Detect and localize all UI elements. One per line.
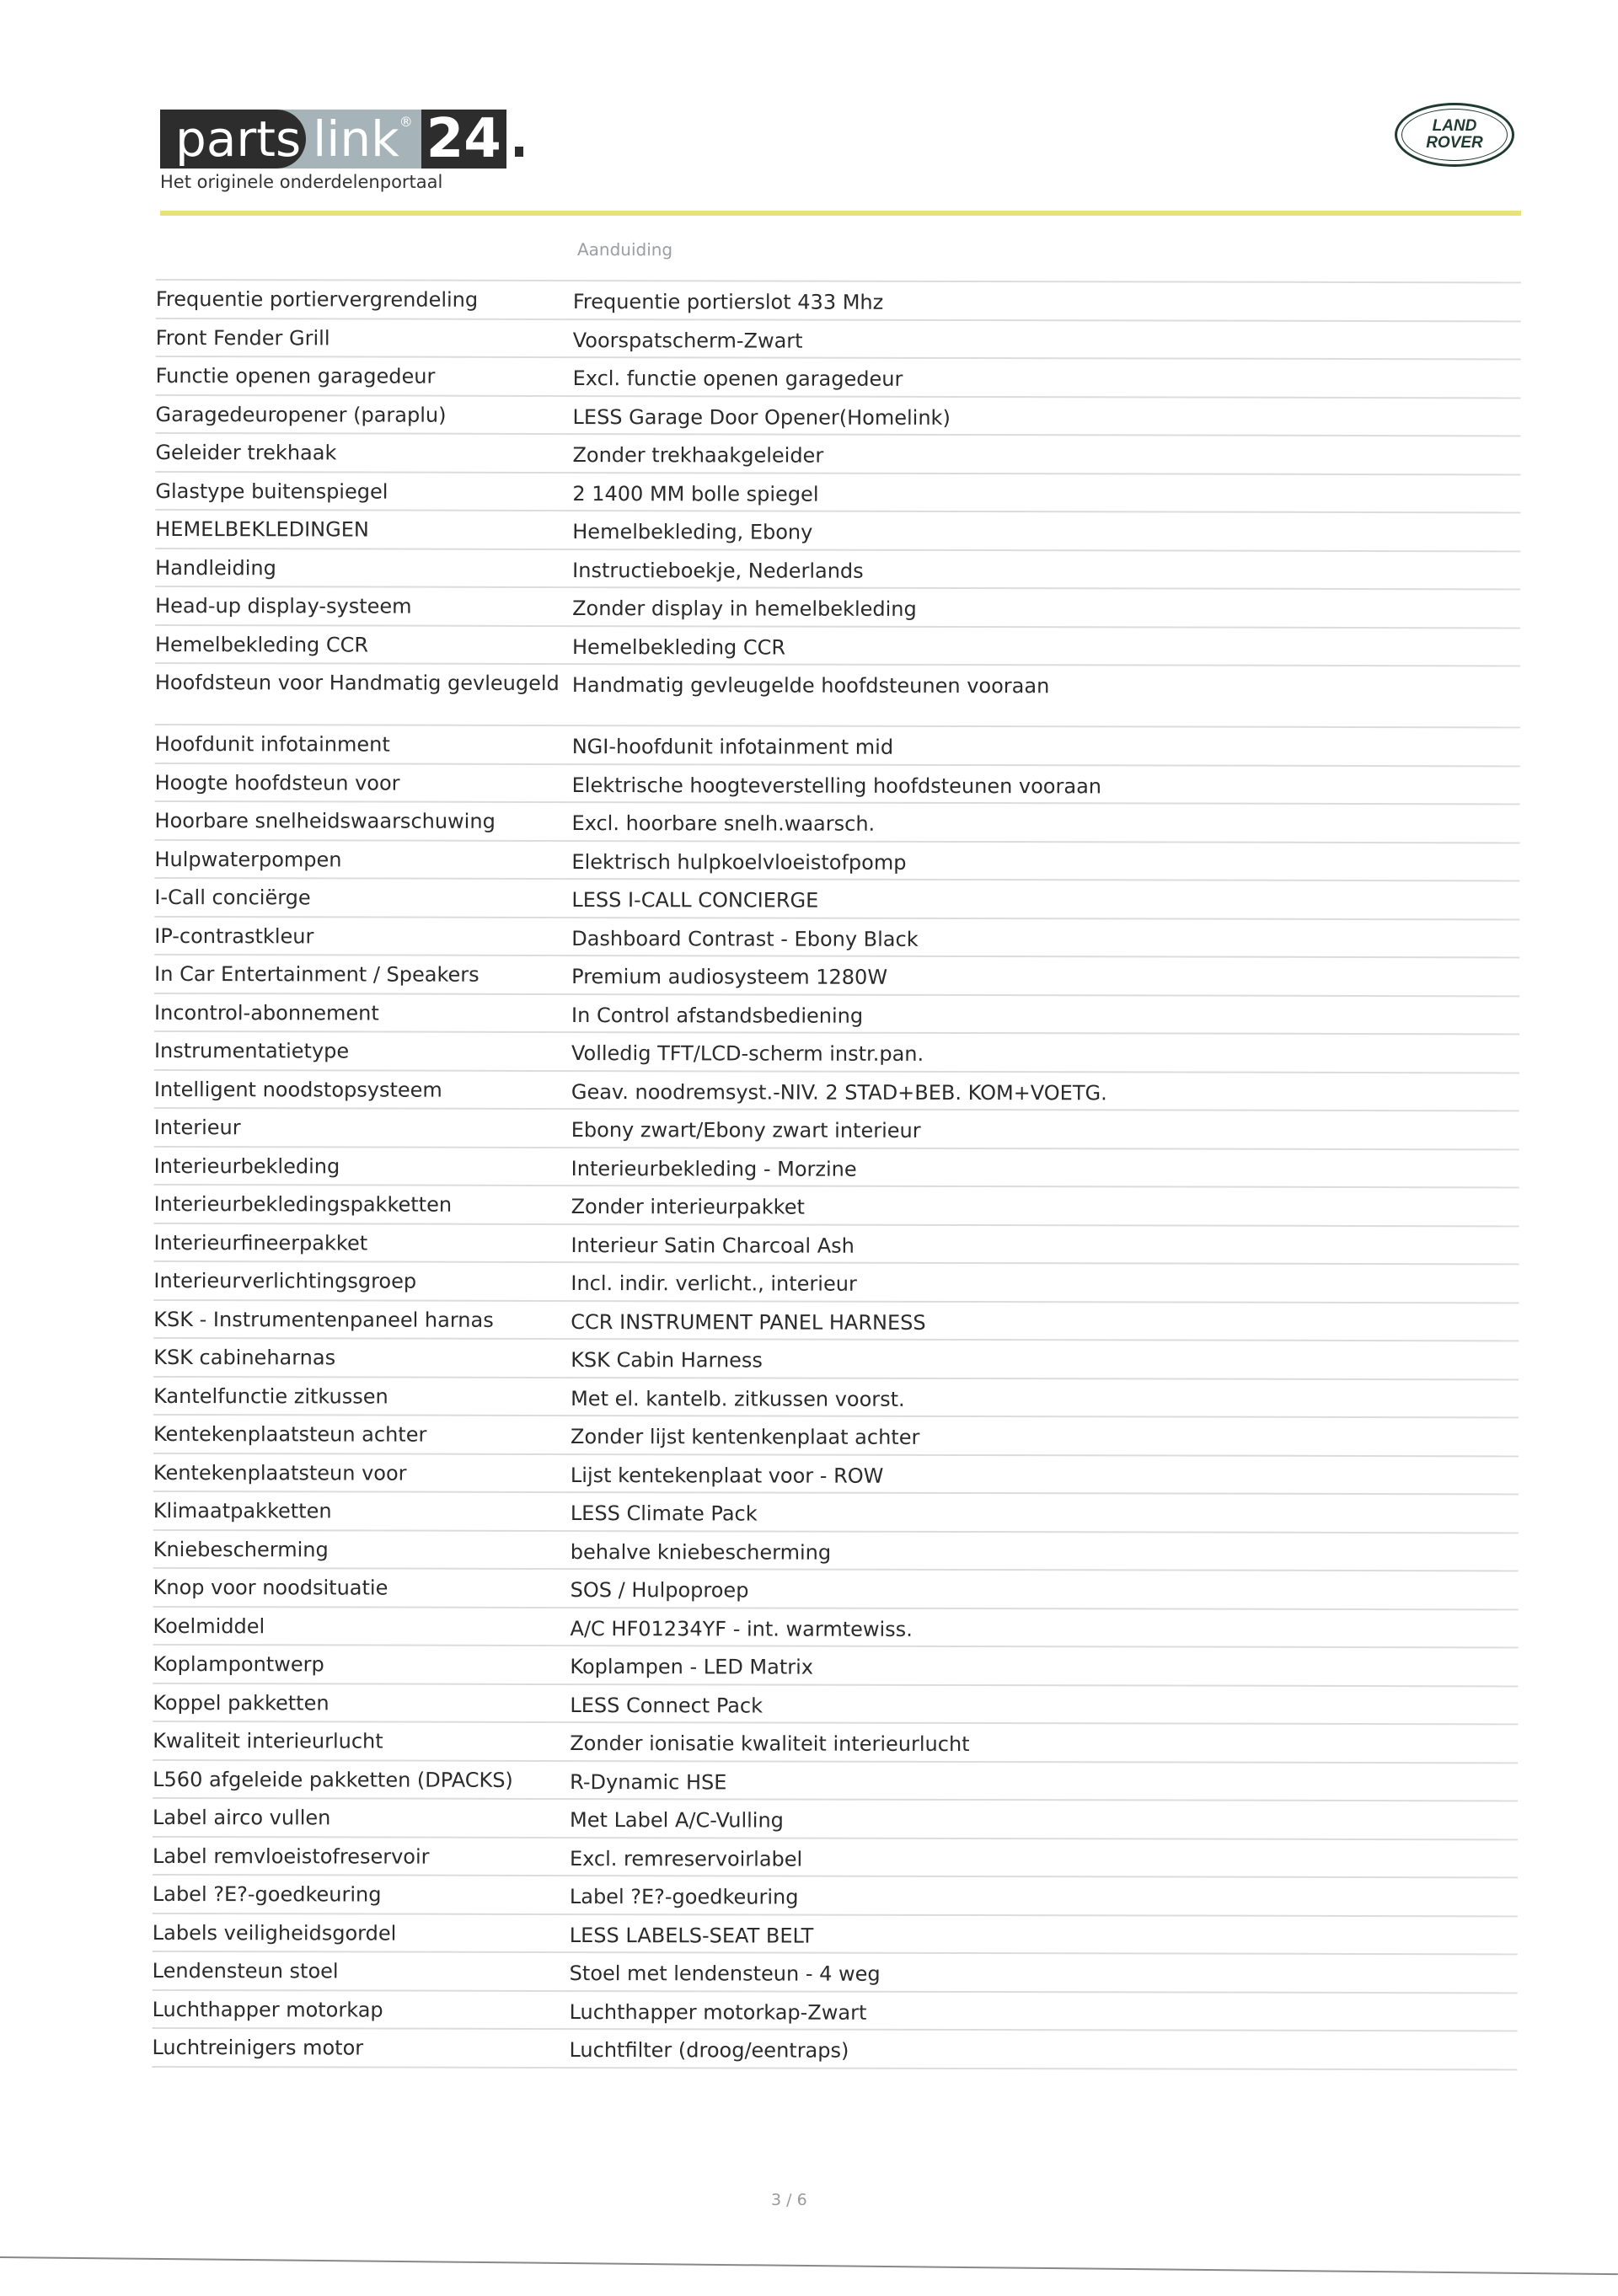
row-label: Kwaliteit interieurlucht <box>153 1728 383 1753</box>
row-value: LESS I-CALL CONCIERGE <box>571 888 819 913</box>
table-row <box>155 511 1520 552</box>
table-row <box>156 318 1521 360</box>
row-label: Garagedeuropener (paraplu) <box>155 402 447 427</box>
row-label: Hoogte hoofdsteun voor <box>154 770 400 795</box>
row-value: Excl. remreservoirlabel <box>569 1846 803 1871</box>
row-value: R-Dynamic HSE <box>570 1769 727 1794</box>
table-row <box>155 725 1520 767</box>
row-label: Instrumentatietype <box>153 1038 350 1063</box>
table-row <box>154 1032 1519 1073</box>
row-label: Koplampontwerp <box>153 1651 324 1677</box>
land-rover-logo-inner <box>1401 109 1508 161</box>
row-label: Frequentie portiervergrendeling <box>155 286 479 312</box>
table-row <box>155 549 1520 590</box>
table-row <box>153 1339 1519 1380</box>
row-label: Knop voor noodsituatie <box>153 1575 388 1600</box>
row-label: Glastype buitenspiegel <box>155 479 388 504</box>
row-value: Zonder ionisatie kwaliteit interieurlucht <box>570 1731 970 1757</box>
table-row <box>153 1799 1518 1840</box>
land-rover-logo-line2: ROVER <box>1426 134 1483 152</box>
row-value: Excl. hoorbare snelh.waarsch. <box>571 811 876 836</box>
specification-table <box>152 238 1521 2063</box>
partslink24-logo <box>160 110 523 169</box>
row-value: Ebony zwart/Ebony zwart interieur <box>571 1118 921 1143</box>
row-value: Luchtfilter (droog/eentraps) <box>569 2038 849 2063</box>
row-value: Elektrisch hulpkoelvloeistofpomp <box>571 849 907 875</box>
row-label: HEMELBEKLEDINGEN <box>155 516 369 542</box>
row-value: Elektrische hoogteverstelling hoofdsteunen vooraan <box>571 773 1102 798</box>
row-label: Head-up display-systeem <box>155 593 412 618</box>
row-label: Hoofdsteun voor Handmatig gevleugeld <box>154 670 560 696</box>
row-value: Met Label A/C-Vulling <box>570 1808 784 1833</box>
table-row <box>153 1722 1518 1763</box>
table-row <box>153 1300 1519 1341</box>
logo-text-parts: parts <box>160 110 306 169</box>
table-row <box>154 840 1519 881</box>
row-label: Koelmiddel <box>153 1614 265 1638</box>
row-value: Incl. indir. verlicht., interieur <box>571 1271 857 1296</box>
row-value: Label ?E?-goedkeuring <box>569 1885 799 1909</box>
row-label: Interieurfineerpakket <box>153 1230 368 1255</box>
row-value: Excl. functie openen garagedeur <box>572 367 903 391</box>
row-label: KSK - Instrumentenpaneel harnas <box>153 1307 494 1332</box>
row-label: Interieur <box>153 1115 241 1140</box>
table-row <box>155 434 1520 475</box>
row-label: In Car Entertainment / Speakers <box>154 961 480 987</box>
logo-dot <box>515 147 523 157</box>
row-label: Kniebescherming <box>153 1537 329 1561</box>
row-label: Front Fender Grill <box>155 325 330 350</box>
row-value: Stoel met lendensteun - 4 weg <box>569 1962 881 1986</box>
row-label: KSK cabineharnas <box>153 1345 336 1370</box>
row-label: Interieurverlichtingsgroep <box>153 1268 417 1293</box>
row-label: Koppel pakketten <box>153 1690 329 1715</box>
table-row <box>155 664 1520 728</box>
row-value: LESS Garage Door Opener(Homelink) <box>572 404 951 430</box>
row-value: KSK Cabin Harness <box>571 1348 763 1373</box>
row-value: Zonder interieurpakket <box>571 1195 805 1219</box>
row-value: SOS / Hulpoproep <box>570 1578 749 1603</box>
row-value: In Control afstandsbediening <box>571 1003 864 1028</box>
land-rover-logo <box>1395 103 1514 167</box>
table-row <box>154 1185 1519 1227</box>
row-value: Luchthapper motorkap-Zwart <box>569 1999 867 2025</box>
table-row <box>154 1070 1519 1111</box>
row-label: Klimaatpakketten <box>153 1498 332 1523</box>
row-label: Labels veiligheidsgordel <box>152 1920 397 1945</box>
table-row <box>156 395 1521 436</box>
row-label: Hoofdunit infotainment <box>154 731 390 757</box>
table-row <box>153 1223 1519 1265</box>
table-row <box>154 1147 1519 1188</box>
row-label: Handleiding <box>155 555 276 580</box>
row-label: I-Call conciërge <box>154 885 311 910</box>
table-row <box>153 1876 1518 1917</box>
table-row <box>156 357 1521 399</box>
row-value: Zonder display in hemelbekleding <box>572 597 917 621</box>
row-label: Interieurbekleding <box>153 1153 340 1178</box>
table-row <box>153 1952 1518 1994</box>
table-row <box>154 993 1519 1035</box>
table-row <box>153 1416 1519 1457</box>
row-label: Luchthapper motorkap <box>152 1997 383 2022</box>
table-row <box>155 472 1520 513</box>
table-row <box>153 1492 1519 1533</box>
table-body <box>152 281 1520 2070</box>
row-value: LESS Connect Pack <box>570 1693 763 1718</box>
row-label: Luchtreinigers motor <box>152 2035 364 2060</box>
column-header-aanduiding: Aanduiding <box>576 239 673 260</box>
table-row <box>153 1760 1518 1801</box>
table-row <box>153 1569 1519 1610</box>
row-label: Hemelbekleding CCR <box>154 632 369 657</box>
row-value: Frequentie portierslot 433 Mhz <box>572 290 884 314</box>
scan-edge-line <box>0 2256 1618 2275</box>
table-row <box>154 917 1519 958</box>
table-row <box>153 1646 1518 1687</box>
row-value: Instructieboekje, Nederlands <box>572 558 864 583</box>
row-value: LESS Climate Pack <box>570 1501 758 1526</box>
row-label: Functie openen garagedeur <box>155 363 436 388</box>
logo-link-word: link <box>313 110 399 168</box>
row-value: Hemelbekleding, Ebony <box>572 520 813 544</box>
header-accent-rule <box>160 211 1521 216</box>
table-row <box>153 1990 1518 2031</box>
row-value: Lijst kentekenplaat voor - ROW <box>570 1463 884 1488</box>
row-label: Intelligent noodstopsysteem <box>153 1077 442 1102</box>
row-value: Met el. kantelb. zitkussen voorst. <box>571 1386 905 1411</box>
table-row <box>152 2029 1517 2070</box>
tagline: Het originele onderdelenportaal <box>160 172 443 192</box>
table-row <box>153 1837 1518 1878</box>
land-rover-logo-line1: LAND <box>1432 117 1477 135</box>
row-value: Handmatig gevleugelde hoofdsteunen vooraan <box>571 673 1050 698</box>
page-number: 3 / 6 <box>771 2191 807 2209</box>
table-row <box>155 763 1520 805</box>
row-label: Geleider trekhaak <box>155 440 337 465</box>
row-value: Koplampen - LED Matrix <box>570 1655 814 1679</box>
row-value: 2 1400 MM bolle spiegel <box>572 481 819 506</box>
row-value: Premium audiosysteem 1280W <box>571 965 888 989</box>
row-value: Hemelbekleding CCR <box>571 634 786 660</box>
row-label: Label airco vullen <box>153 1805 331 1830</box>
table-row <box>154 1109 1519 1150</box>
row-value: Zonder lijst kentenkenplaat achter <box>570 1425 920 1449</box>
registered-mark: ® <box>399 114 413 130</box>
row-value: LESS LABELS-SEAT BELT <box>569 1923 814 1948</box>
row-label: Label ?E?-goedkeuring <box>152 1881 382 1907</box>
table-row <box>153 1607 1519 1648</box>
row-value: behalve kniebescherming <box>570 1539 832 1565</box>
table-row <box>153 1913 1518 1955</box>
row-label: Hoorbare snelheidswaarschuwing <box>154 808 496 833</box>
table-row <box>153 1530 1519 1571</box>
row-value: CCR INSTRUMENT PANEL HARNESS <box>571 1309 926 1335</box>
row-label: Lendensteun stoel <box>152 1958 339 1983</box>
table-row <box>156 281 1521 322</box>
table-row <box>155 625 1520 666</box>
table-row <box>155 802 1520 843</box>
table-row <box>155 587 1520 629</box>
row-label: Kentekenplaatsteun achter <box>153 1421 427 1447</box>
logo-text-24: 24 <box>421 110 506 169</box>
table-row <box>153 1683 1518 1725</box>
row-label: Incontrol-abonnement <box>154 1000 379 1025</box>
row-value: Interieurbekleding - Morzine <box>571 1156 857 1181</box>
table-row <box>153 1377 1519 1418</box>
table-row <box>153 1453 1519 1495</box>
table-row <box>153 1262 1519 1303</box>
row-value: Zonder trekhaakgeleider <box>572 443 824 468</box>
row-label: IP-contrastkleur <box>154 923 314 948</box>
row-value: Voorspatscherm-Zwart <box>572 328 803 353</box>
row-value: A/C HF01234YF - int. warmtewiss. <box>570 1616 913 1641</box>
row-label: Hulpwaterpompen <box>154 847 342 871</box>
row-value: NGI-hoofdunit infotainment mid <box>571 735 894 759</box>
row-label: Kentekenplaatsteun voor <box>153 1460 407 1485</box>
table-row <box>154 955 1519 997</box>
row-value: Dashboard Contrast - Ebony Black <box>571 926 919 951</box>
row-value: Interieur Satin Charcoal Ash <box>571 1233 855 1258</box>
row-label: Interieurbekledingspakketten <box>153 1191 453 1217</box>
row-label: L560 afgeleide pakketten (DPACKS) <box>153 1767 513 1792</box>
table-row <box>154 879 1519 920</box>
row-label: Kantelfunctie zitkussen <box>153 1383 388 1409</box>
row-value: Volledig TFT/LCD-scherm instr.pan. <box>571 1041 924 1066</box>
row-label: Label remvloeistofreservoir <box>152 1844 430 1869</box>
row-value: Geav. noodremsyst.-NIV. 2 STAD+BEB. KOM+VOETG. <box>571 1079 1107 1105</box>
